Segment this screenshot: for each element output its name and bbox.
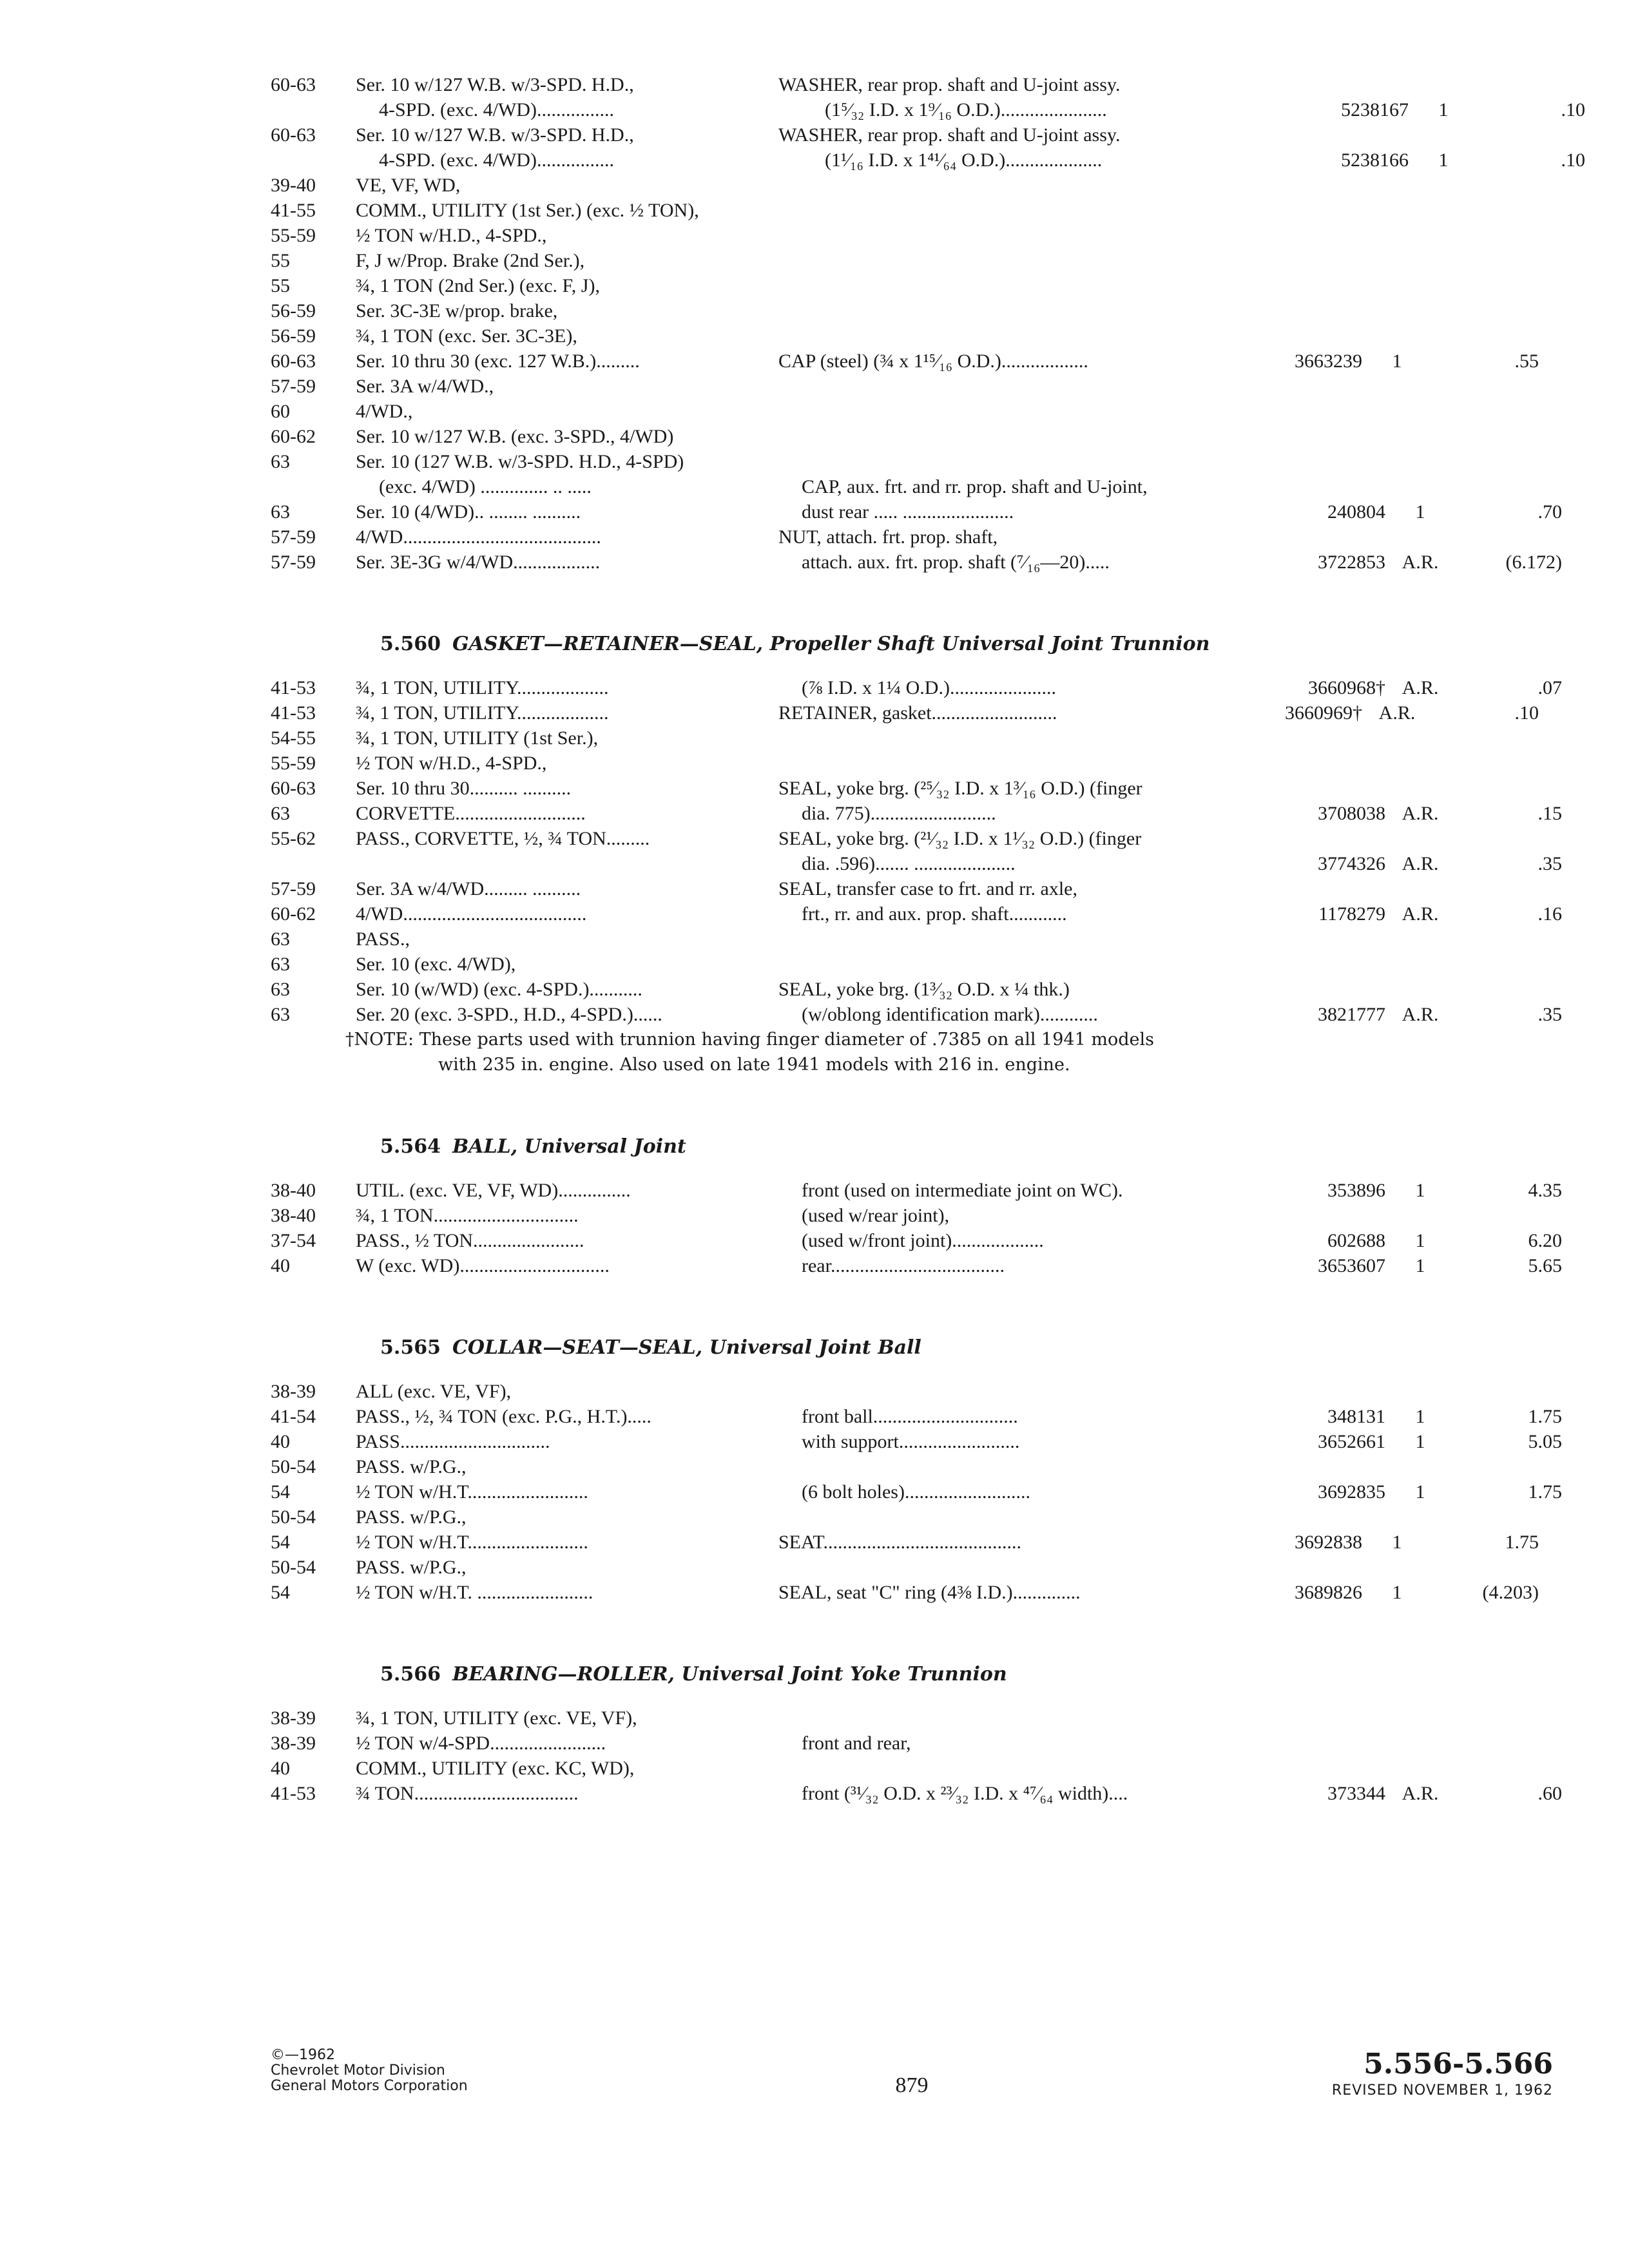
year-cell: 55-59 <box>271 753 316 774</box>
year-cell: 55-62 <box>271 828 316 849</box>
table-row <box>271 1504 1553 1530</box>
description-cell: WASHER, rear prop. shaft and U-joint assy. <box>778 124 1121 146</box>
description-cell: (6 bolt holes).......................... <box>802 1481 1030 1503</box>
table-row <box>271 1253 1562 1278</box>
year-cell: 38-39 <box>271 1733 316 1754</box>
title-gap <box>271 1693 1553 1706</box>
section-gap <box>271 575 1553 626</box>
description-cell: (1⁵⁄₃₂ I.D. x 1⁹⁄₁₆ O.D.)...................... <box>825 99 1107 120</box>
description-cell: front ball.............................. <box>802 1406 1018 1427</box>
model-cell: Ser. 10 w/127 W.B. (exc. 3-SPD., 4/WD) <box>356 426 674 447</box>
revision-date: REVISED NOVEMBER 1, 1962 <box>1331 2082 1553 2099</box>
table-row <box>271 72 1553 97</box>
model-cell: 4/WD......................................... <box>356 526 601 548</box>
part-number-cell: 3692835 <box>1318 1481 1385 1503</box>
price-cell: .60 <box>1537 1783 1562 1804</box>
model-cell: Ser. 10 w/127 W.B. w/3-SPD. H.D., <box>356 74 634 95</box>
footnote <box>271 1027 1553 1077</box>
model-cell: Ser. 3C-3E w/prop. brake, <box>356 300 558 322</box>
title-gap <box>271 1165 1553 1178</box>
table-row <box>271 1706 1553 1731</box>
model-cell: COMM., UTILITY (exc. KC, WD), <box>356 1758 635 1779</box>
year-cell: 55 <box>271 250 290 271</box>
price-cell: .70 <box>1537 501 1562 523</box>
year-cell: 63 <box>271 954 290 975</box>
table-row <box>271 399 1553 424</box>
part-number-cell: 3660969† <box>1285 702 1362 724</box>
price-cell: .16 <box>1537 903 1562 925</box>
footnote-line: †NOTE: These parts used with trunnion having finger diameter of .7385 on all 1941 models <box>345 1030 1154 1050</box>
table-row <box>271 1203 1553 1228</box>
section-gap <box>271 1278 1553 1330</box>
section-name: BALL, Universal Joint <box>452 1135 686 1158</box>
year-cell: 38-40 <box>271 1205 316 1226</box>
footer-copyright: ©—1962 <box>271 2047 335 2063</box>
part-number-cell: 3774326 <box>1318 853 1385 874</box>
part-number-cell: 3692838 <box>1295 1532 1362 1553</box>
year-cell: 63 <box>271 928 290 950</box>
year-cell: 57-59 <box>271 552 316 573</box>
model-cell: ¾ TON.................................. <box>356 1783 579 1804</box>
price-cell: .15 <box>1537 803 1562 824</box>
year-cell: 38-40 <box>271 1180 316 1201</box>
model-cell: PASS. w/P.G., <box>356 1456 467 1477</box>
description-cell: front (used on intermediate joint on WC). <box>802 1180 1123 1201</box>
year-cell: 60-62 <box>271 426 316 447</box>
quantity-cell: 1 <box>1438 99 1449 120</box>
table-row <box>271 952 1553 977</box>
table-row <box>271 726 1553 751</box>
model-cell: Ser. 10 thru 30.......... .......... <box>356 778 572 799</box>
model-cell: ¾, 1 TON, UTILITY................... <box>356 702 609 724</box>
section-5-556 <box>271 72 1585 575</box>
table-row <box>271 524 1553 550</box>
section-number: 5.566 <box>380 1663 441 1686</box>
model-cell: Ser. 10 thru 30 (exc. 127 W.B.)......... <box>356 351 640 372</box>
quantity-cell: A.R. <box>1402 1783 1439 1804</box>
quantity-cell: A.R. <box>1402 853 1439 874</box>
model-cell: PASS., ½ TON....................... <box>356 1230 584 1251</box>
quantity-cell: A.R. <box>1402 677 1439 698</box>
quantity-cell: 1 <box>1415 1255 1425 1276</box>
table-row <box>271 1479 1562 1504</box>
year-cell: 38-39 <box>271 1707 316 1729</box>
section-number: 5.560 <box>380 633 441 655</box>
table-row <box>271 173 1553 198</box>
section-5-564 <box>271 1077 1562 1278</box>
description-cell: frt., rr. and aux. prop. shaft............ <box>802 903 1067 925</box>
price-cell: .35 <box>1537 853 1562 874</box>
table-row <box>271 801 1562 826</box>
description-cell: dust rear ..... ....................... <box>802 501 1014 523</box>
table-row <box>271 1756 1553 1781</box>
year-cell: 60-63 <box>271 74 316 95</box>
part-number-cell: 602688 <box>1327 1230 1385 1251</box>
part-number-cell: 3663239 <box>1295 351 1362 372</box>
year-cell: 60-63 <box>271 351 316 372</box>
description-cell: SEAL, yoke brg. (1³⁄₃₂ O.D. x ¼ thk.) <box>778 979 1070 1000</box>
table-row <box>271 675 1562 700</box>
year-cell: 60-63 <box>271 778 316 799</box>
quantity-cell: 1 <box>1415 1406 1425 1427</box>
quantity-cell: 1 <box>1415 1230 1425 1251</box>
description-cell: SEAL, yoke brg. (²¹⁄₃₂ I.D. x 1¹⁄₃₂ O.D.) (finger <box>778 828 1142 849</box>
model-cell: PASS............................... <box>356 1431 550 1452</box>
description-cell: SEAL, seat "C" ring (4⅜ I.D.).............. <box>778 1582 1081 1603</box>
year-cell: 41-53 <box>271 1783 316 1804</box>
section-5-566 <box>271 1605 1562 1806</box>
footer-corporation: General Motors Corporation <box>271 2078 468 2094</box>
title-gap <box>271 1366 1553 1379</box>
year-cell: 60 <box>271 401 290 422</box>
description-cell: dia. 775).......................... <box>802 803 996 824</box>
section-name: COLLAR—SEAT—SEAL, Universal Joint Ball <box>452 1336 921 1359</box>
section-name: BEARING—ROLLER, Universal Joint Yoke Trunnion <box>452 1663 1007 1686</box>
table-row <box>271 1555 1553 1580</box>
model-cell: Ser. 10 (w/WD) (exc. 4-SPD.)........... <box>356 979 642 1000</box>
description-cell: (1¹⁄₁₆ I.D. x 1⁴¹⁄₆₄ O.D.).................... <box>825 149 1103 171</box>
table-row <box>271 374 1553 399</box>
quantity-cell: A.R. <box>1402 552 1439 573</box>
description-cell: CAP, aux. frt. and rr. prop. shaft and U-joint, <box>802 476 1148 497</box>
section-gap <box>271 1605 1553 1657</box>
model-cell: VE, VF, WD, <box>356 175 461 196</box>
model-cell: ½ TON w/H.T. ........................ <box>356 1582 593 1603</box>
table-row <box>271 1002 1562 1027</box>
year-cell: 56-59 <box>271 300 316 322</box>
part-number-cell: 353896 <box>1327 1180 1385 1201</box>
footer-section-info <box>1332 2048 1553 2100</box>
year-cell: 41-53 <box>271 677 316 698</box>
part-number-cell: 3660968† <box>1308 677 1385 698</box>
part-number-cell: 3689826 <box>1295 1582 1362 1603</box>
description-cell: (⅞ I.D. x 1¼ O.D.)...................... <box>802 677 1056 698</box>
model-cell: Ser. 3A w/4/WD......... .......... <box>356 878 581 899</box>
table-row <box>271 323 1553 349</box>
table-row <box>271 449 1553 474</box>
section-number: 5.565 <box>380 1336 441 1359</box>
model-cell: F, J w/Prop. Brake (2nd Ser.), <box>356 250 585 271</box>
year-cell: 57-59 <box>271 526 316 548</box>
part-number-cell: 240804 <box>1327 501 1385 523</box>
table-row <box>271 1580 1553 1605</box>
table-row <box>271 1781 1562 1806</box>
year-cell: 55 <box>271 275 290 296</box>
year-cell: 50-54 <box>271 1506 316 1528</box>
year-cell: 63 <box>271 1004 290 1025</box>
price-cell: 6.20 <box>1528 1230 1562 1251</box>
table-row <box>271 927 1553 952</box>
table-row <box>271 1530 1553 1555</box>
model-cell: ALL (exc. VE, VF), <box>356 1381 512 1402</box>
table-row <box>271 223 1553 248</box>
quantity-cell: A.R. <box>1402 1004 1439 1025</box>
year-cell: 54 <box>271 1532 290 1553</box>
model-cell: ½ TON w/H.D., 4-SPD., <box>356 753 547 774</box>
part-number-cell: 3821777 <box>1318 1004 1385 1025</box>
year-cell: 54-55 <box>271 727 316 749</box>
model-cell: Ser. 10 (127 W.B. w/3-SPD. H.D., 4-SPD) <box>356 451 684 472</box>
table-row <box>271 851 1562 876</box>
price-cell: .10 <box>1561 149 1585 171</box>
table-row <box>271 550 1562 575</box>
section-title <box>271 1657 1553 1693</box>
table-row <box>271 474 1553 499</box>
year-cell: 50-54 <box>271 1456 316 1477</box>
description-cell: SEAL, yoke brg. (²⁵⁄₃₂ I.D. x 1³⁄₁₆ O.D.) (finger <box>778 778 1142 799</box>
model-cell: Ser. 3E-3G w/4/WD.................. <box>356 552 601 573</box>
quantity-cell: 1 <box>1392 1582 1402 1603</box>
year-cell: 38-39 <box>271 1381 316 1402</box>
year-cell: 60-63 <box>271 124 316 146</box>
description-cell: with support......................... <box>802 1431 1020 1452</box>
model-cell: ¾, 1 TON, UTILITY................... <box>356 677 609 698</box>
year-cell: 54 <box>271 1481 290 1503</box>
model-cell: Ser. 3A w/4/WD., <box>356 376 494 397</box>
description-cell: CAP (steel) (¾ x 1¹⁵⁄₁₆ O.D.).................. <box>778 351 1088 372</box>
description-cell: NUT, attach. frt. prop. shaft, <box>778 526 998 548</box>
model-cell: (exc. 4/WD) .............. .. ..... <box>379 476 592 497</box>
section-gap <box>271 1077 1553 1129</box>
model-cell: PASS. w/P.G., <box>356 1557 467 1578</box>
year-cell: 60-62 <box>271 903 316 925</box>
description-cell: SEAL, transfer case to frt. and rr. axle, <box>778 878 1077 899</box>
model-cell: COMM., UTILITY (1st Ser.) (exc. ½ TON), <box>356 200 699 221</box>
model-cell: UTIL. (exc. VE, VF, WD)............... <box>356 1180 631 1201</box>
quantity-cell: A.R. <box>1402 903 1439 925</box>
model-cell: 4/WD., <box>356 401 413 422</box>
section-title <box>271 626 1553 662</box>
description-cell: front and rear, <box>802 1733 911 1754</box>
year-cell: 39-40 <box>271 175 316 196</box>
model-cell: Ser. 20 (exc. 3-SPD., H.D., 4-SPD.)...... <box>356 1004 662 1025</box>
description-cell: (used w/rear joint), <box>802 1205 950 1226</box>
model-cell: Ser. 10 (4/WD).. ........ .......... <box>356 501 581 523</box>
quantity-cell: 1 <box>1415 1180 1425 1201</box>
table-row <box>271 273 1553 298</box>
year-cell: 63 <box>271 451 290 472</box>
table-row <box>271 122 1553 148</box>
quantity-cell: A.R. <box>1402 803 1439 824</box>
table-row <box>271 977 1553 1002</box>
year-cell: 55-59 <box>271 225 316 246</box>
price-cell: 4.35 <box>1528 1180 1562 1201</box>
year-cell: 40 <box>271 1431 290 1452</box>
page-number: 879 <box>895 2073 929 2097</box>
model-cell: ½ TON w/H.T......................... <box>356 1481 588 1503</box>
year-cell: 41-55 <box>271 200 316 221</box>
section-name: GASKET—RETAINER—SEAL, Propeller Shaft Universal Joint Trunnion <box>452 633 1210 655</box>
model-cell: ¾, 1 TON, UTILITY (1st Ser.), <box>356 727 599 749</box>
description-cell: RETAINER, gasket.......................... <box>778 702 1057 724</box>
year-cell: 54 <box>271 1582 290 1603</box>
model-cell: Ser. 10 (exc. 4/WD), <box>356 954 516 975</box>
part-number-cell: 5238166 <box>1341 149 1409 171</box>
description-cell: SEAT......................................... <box>778 1532 1021 1553</box>
table-row <box>271 248 1553 273</box>
price-cell: .55 <box>1514 351 1539 372</box>
description-cell: (w/oblong identification mark)............ <box>802 1004 1098 1025</box>
model-cell: PASS. w/P.G., <box>356 1506 467 1528</box>
model-cell: ½ TON w/H.T......................... <box>356 1532 588 1553</box>
table-row <box>271 1429 1562 1454</box>
price-cell: (6.172) <box>1505 552 1562 573</box>
year-cell: 63 <box>271 803 290 824</box>
parts-catalog-page <box>271 72 1585 1806</box>
model-cell: Ser. 10 w/127 W.B. w/3-SPD. H.D., <box>356 124 634 146</box>
year-cell: 63 <box>271 979 290 1000</box>
table-row <box>271 424 1553 449</box>
model-cell: PASS., <box>356 928 410 950</box>
table-row <box>271 499 1562 524</box>
table-row <box>271 751 1553 776</box>
part-number-cell: 3708038 <box>1318 803 1385 824</box>
description-cell: WASHER, rear prop. shaft and U-joint assy. <box>778 74 1121 95</box>
description-cell: dia. .596)....... ..................... <box>802 853 1016 874</box>
table-row <box>271 1178 1562 1203</box>
price-cell: (4.203) <box>1482 1582 1539 1603</box>
section-number: 5.564 <box>380 1135 441 1158</box>
title-gap <box>271 662 1553 675</box>
model-cell: ½ TON w/H.D., 4-SPD., <box>356 225 547 246</box>
table-row <box>271 776 1553 801</box>
table-row <box>271 198 1553 223</box>
model-cell: 4/WD...................................... <box>356 903 587 925</box>
part-number-cell: 373344 <box>1327 1783 1385 1804</box>
footer-division: Chevrolet Motor Division <box>271 2062 445 2079</box>
table-row <box>271 349 1553 374</box>
quantity-cell: 1 <box>1438 149 1449 171</box>
table-row <box>271 97 1585 122</box>
quantity-cell: 1 <box>1415 501 1425 523</box>
part-number-cell: 3722853 <box>1318 552 1385 573</box>
price-cell: 1.75 <box>1528 1481 1562 1503</box>
table-row <box>271 1228 1562 1253</box>
table-row <box>271 298 1553 323</box>
model-cell: ¾, 1 TON (exc. Ser. 3C-3E), <box>356 325 577 347</box>
part-number-cell: 3653607 <box>1318 1255 1385 1276</box>
part-number-cell: 3652661 <box>1318 1431 1385 1452</box>
price-cell: 1.75 <box>1505 1532 1539 1553</box>
section-5-565 <box>271 1278 1562 1605</box>
quantity-cell: A.R. <box>1378 702 1416 724</box>
section-5-560 <box>271 575 1562 1077</box>
model-cell: ¾, 1 TON (2nd Ser.) (exc. F, J), <box>356 275 600 296</box>
model-cell: ¾, 1 TON, UTILITY (exc. VE, VF), <box>356 1707 637 1729</box>
price-cell: 5.65 <box>1528 1255 1562 1276</box>
table-row <box>271 876 1553 901</box>
model-cell: CORVETTE........................... <box>356 803 586 824</box>
section-range: 5.556-5.566 <box>1364 2048 1553 2081</box>
table-row <box>271 826 1553 851</box>
year-cell: 41-54 <box>271 1406 316 1427</box>
year-cell: 37-54 <box>271 1230 316 1251</box>
quantity-cell: 1 <box>1392 351 1402 372</box>
year-cell: 63 <box>271 501 290 523</box>
quantity-cell: 1 <box>1415 1481 1425 1503</box>
price-cell: .35 <box>1537 1004 1562 1025</box>
table-row <box>271 901 1562 927</box>
year-cell: 50-54 <box>271 1557 316 1578</box>
year-cell: 57-59 <box>271 878 316 899</box>
table-row <box>271 1379 1553 1404</box>
table-row <box>271 1404 1562 1429</box>
table-row <box>271 148 1585 173</box>
footnote-line: with 235 in. engine. Also used on late 1941 models with 216 in. engine. <box>438 1055 1070 1075</box>
table-row <box>271 1454 1553 1479</box>
section-title <box>271 1330 1553 1366</box>
model-cell: W (exc. WD)............................... <box>356 1255 610 1276</box>
table-row <box>271 1731 1553 1756</box>
price-cell: .10 <box>1561 99 1585 120</box>
model-cell: 4-SPD. (exc. 4/WD)................ <box>379 99 614 120</box>
model-cell: 4-SPD. (exc. 4/WD)................ <box>379 149 614 171</box>
year-cell: 57-59 <box>271 376 316 397</box>
description-cell: (used w/front joint)................... <box>802 1230 1044 1251</box>
quantity-cell: 1 <box>1415 1431 1425 1452</box>
model-cell: PASS., ½, ¾ TON (exc. P.G., H.T.)..... <box>356 1406 651 1427</box>
description-cell: front (³¹⁄₃₂ O.D. x ²³⁄₃₂ I.D. x ⁴⁷⁄₆₄ width).... <box>802 1783 1128 1804</box>
model-cell: ½ TON w/4-SPD........................ <box>356 1733 606 1754</box>
year-cell: 56-59 <box>271 325 316 347</box>
section-title <box>271 1129 1553 1165</box>
model-cell: ¾, 1 TON.............................. <box>356 1205 579 1226</box>
part-number-cell: 348131 <box>1327 1406 1385 1427</box>
price-cell: .10 <box>1514 702 1539 724</box>
price-cell: 5.05 <box>1528 1431 1562 1452</box>
price-cell: .07 <box>1537 677 1562 698</box>
part-number-cell: 5238167 <box>1341 99 1409 120</box>
part-number-cell: 1178279 <box>1318 903 1385 925</box>
table-row <box>271 700 1553 726</box>
price-cell: 1.75 <box>1528 1406 1562 1427</box>
description-cell: rear.................................... <box>802 1255 1005 1276</box>
description-cell: attach. aux. frt. prop. shaft (⁷⁄₁₆—20)..... <box>802 552 1110 573</box>
year-cell: 41-53 <box>271 702 316 724</box>
model-cell: PASS., CORVETTE, ½, ¾ TON......... <box>356 828 650 849</box>
page-footer <box>271 2048 1553 2119</box>
year-cell: 40 <box>271 1758 290 1779</box>
quantity-cell: 1 <box>1392 1532 1402 1553</box>
year-cell: 40 <box>271 1255 290 1276</box>
